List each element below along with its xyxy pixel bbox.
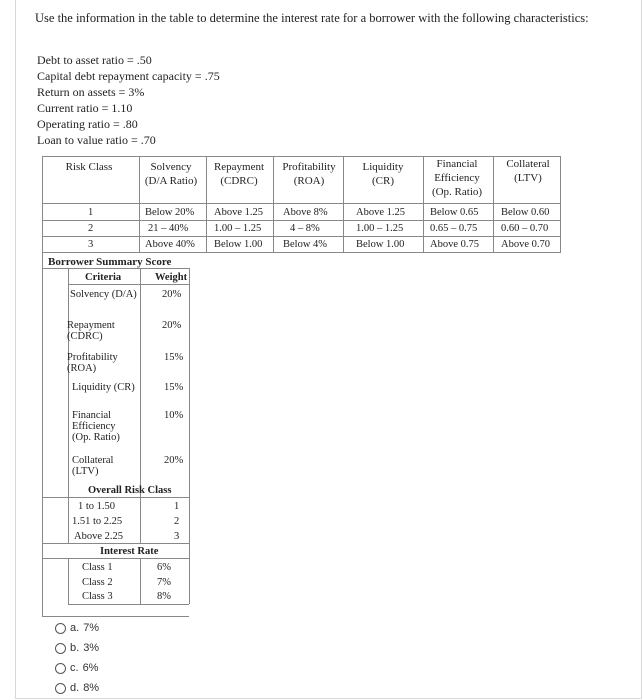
given-repayment: Capital debt repayment capacity = .75: [37, 69, 220, 83]
row2-collateral: 0.60 – 0.70: [501, 223, 549, 234]
row1-efficiency: Below 0.65: [430, 207, 479, 218]
radio-icon[interactable]: [55, 643, 66, 654]
row1-solvency: Below 20%: [145, 207, 195, 218]
interest-rate-3: 8%: [157, 591, 171, 602]
answer-options: [55, 618, 99, 698]
header-risk-class: Risk Class: [65, 161, 113, 173]
overall-range-2: 1.51 to 2.25: [72, 516, 123, 527]
row1-collateral: Below 0.60: [501, 207, 550, 218]
given-operating-ratio: Operating ratio = .80: [37, 117, 138, 131]
row3-solvency: Above 40%: [145, 239, 195, 250]
option-a[interactable]: [55, 618, 99, 638]
header-financial-efficiency: Financial Efficiency (Op. Ratio): [431, 158, 483, 198]
row2-profitability: 4 – 8%: [290, 223, 320, 234]
option-b-letter: b.: [70, 642, 80, 654]
option-a-letter: a.: [70, 622, 80, 634]
criteria-profitability: Profitability (ROA): [67, 352, 118, 374]
borrower-characteristics: [37, 52, 220, 148]
option-b[interactable]: [55, 638, 99, 658]
overall-class-1: 1: [174, 501, 180, 512]
row2-solvency: 21 – 40%: [148, 223, 189, 234]
overall-range-1: 1 to 1.50: [78, 501, 116, 512]
criteria-repayment: Repayment (CDRC): [67, 320, 115, 342]
row2-repayment: 1.00 – 1.25: [214, 223, 262, 234]
given-debt-asset: Debt to asset ratio = .50: [37, 53, 152, 67]
overall-risk-title: Overall Risk Class: [88, 485, 172, 496]
option-c[interactable]: [55, 658, 99, 678]
weight-solvency: 20%: [162, 289, 182, 300]
given-current-ratio: Current ratio = 1.10: [37, 101, 133, 115]
option-c-text: 6%: [82, 662, 99, 674]
interest-rate-2: 7%: [157, 577, 171, 588]
option-a-text: 7%: [83, 622, 100, 634]
option-d-letter: d.: [70, 682, 80, 694]
row1-liquidity: Above 1.25: [356, 207, 405, 218]
option-d-text: 8%: [83, 682, 100, 694]
overall-range-3: Above 2.25: [74, 531, 123, 542]
row3-profitability: Below 4%: [283, 239, 328, 250]
question-text: Use the information in the table to determine the interest rate for a borrower with the following characteristics:: [35, 11, 589, 25]
overall-class-3: 3: [174, 531, 180, 542]
row1-repayment: Above 1.25: [214, 207, 263, 218]
criteria-financial-efficiency: Financial Efficiency (Op. Ratio): [72, 410, 120, 443]
radio-icon[interactable]: [55, 623, 66, 634]
row2-efficiency: 0.65 – 0.75: [430, 223, 478, 234]
interest-rate-title: Interest Rate: [100, 546, 159, 557]
row3-efficiency: Above 0.75: [430, 239, 479, 250]
row2-liquidity: 1.00 – 1.25: [356, 223, 404, 234]
given-ltv: Loan to value ratio = .70: [37, 133, 156, 147]
radio-icon[interactable]: [55, 683, 66, 694]
header-liquidity: Liquidity (CR): [362, 161, 404, 187]
header-profitability: Profitability (ROA): [282, 161, 336, 187]
criteria-header: Criteria: [85, 272, 122, 283]
given-roa: Return on assets = 3%: [37, 85, 145, 99]
row1-class: 1: [88, 207, 94, 218]
row2-class: 2: [88, 223, 94, 234]
row3-liquidity: Below 1.00: [356, 239, 405, 250]
header-collateral: Collateral (LTV): [506, 158, 550, 184]
interest-rate-1: 6%: [157, 562, 171, 573]
weight-financial-efficiency: 10%: [164, 410, 184, 421]
criteria-solvency: Solvency (D/A): [70, 289, 137, 300]
header-repayment: Repayment (CDRC): [213, 161, 265, 187]
row3-repayment: Below 1.00: [214, 239, 263, 250]
criteria-collateral: Collateral (LTV): [72, 455, 114, 477]
row3-collateral: Above 0.70: [501, 239, 550, 250]
weight-header: Weight: [155, 272, 188, 283]
summary-title: Borrower Summary Score: [48, 256, 172, 268]
radio-icon[interactable]: [55, 663, 66, 674]
criteria-liquidity: Liquidity (CR): [72, 382, 135, 393]
row3-class: 3: [88, 239, 94, 250]
row1-profitability: Above 8%: [283, 207, 328, 218]
header-solvency: Solvency (D/A Ratio): [144, 161, 198, 187]
weight-profitability: 15%: [164, 352, 184, 363]
weight-repayment: 20%: [162, 320, 182, 331]
option-c-letter: c.: [70, 662, 79, 674]
option-d[interactable]: [55, 678, 99, 698]
interest-class-2: Class 2: [82, 577, 113, 588]
option-b-text: 3%: [83, 642, 100, 654]
overall-class-2: 2: [174, 516, 180, 527]
interest-class-3: Class 3: [82, 591, 113, 602]
interest-class-1: Class 1: [82, 562, 113, 573]
weight-collateral: 20%: [164, 455, 184, 466]
weight-liquidity: 15%: [164, 382, 184, 393]
